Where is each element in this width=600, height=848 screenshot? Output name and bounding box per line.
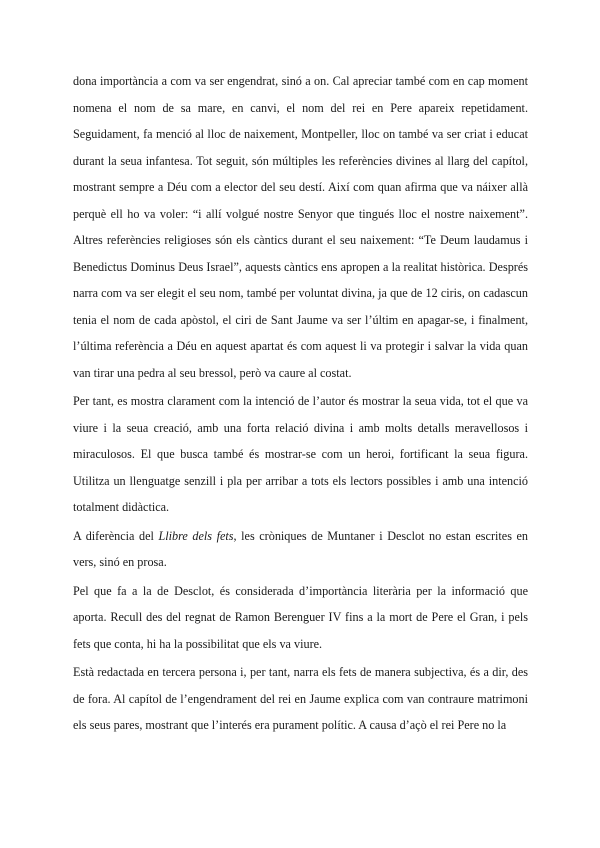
paragraph-2: Per tant, es mostra clarament com la intenció de l’autor és mostrar la seua vida, tot el que va viure i la seua creació, amb una forta relació divina i amb molts detalls meravellosos i miraculosos. El que busca també és mostrar-se com un heroi, fortificant la seua figura. Utilitza un llenguatge senzill i pla per arribar a tots els lectors possibles i amb una intenció totalment didàctica. — [73, 394, 528, 514]
book-title-italic: Llibre dels fets — [158, 528, 234, 543]
paragraph-5: Està redactada en tercera persona i, per tant, narra els fets de manera subjectiva, és a dir, des de fora. Al capítol de l’engendrament del rei en Jaume explica com van contraure matrimoni els seus pares, mostrant que l’interés era purament polític. A causa d’açò el rei Pere no la — [73, 665, 528, 732]
paragraph-3-lead: A diferència del — [73, 528, 159, 543]
paragraph-3-rest: , les cròniques de Muntaner i Desclot no estan escrites en vers, sinó en prosa. — [73, 528, 529, 569]
paragraph-1: dona importància a com va ser engendrat, sinó a on. Cal apreciar també com en cap moment nomena el nom de sa mare, en canvi, el nom del rei en Pere apareix repetidament. Seguidament, fa menció al lloc de naixement, Montpeller, lloc on també va ser criat i educat durant la seua infantesa. Tot seguit, són múltiples les referències divines al llarg del capítol, mostrant sempre a Déu com a elector del seu destí. Així com quan afirma que va náixer allà perquè ell ho va voler: “i allí volgué nostre Senyor que tingués lloc el nostre naixement”. Altres referències religioses són els càntics durant el seu naixement: “Te Deum laudamus i Benedictus Dominus Deus Israel”, aquests càntics ens apropen a la realitat històrica. Després narra com va ser elegit el seu nom, també per voluntat divina, ja que de 12 ciris, on cadascun tenia el nom de cada apòstol, el ciri de Sant Jaume va ser l’últim en apagar-se, i finalment, l’última referència a Déu en aquest apartat és com aquest li va protegir i salvar la vida quan van tirar una pedra al seu bressol, però va caure al costat. — [73, 74, 528, 380]
paragraph-3 — [73, 523, 528, 576]
paragraph-4: Pel que fa a la de Desclot, és considerada d’importància literària per la informació que aporta. Recull des del regnat de Ramon Berenguer IV fins a la mort de Pere el Gran, i pels fets que conta, hi ha la possibilitat que els va viure. — [73, 583, 528, 651]
